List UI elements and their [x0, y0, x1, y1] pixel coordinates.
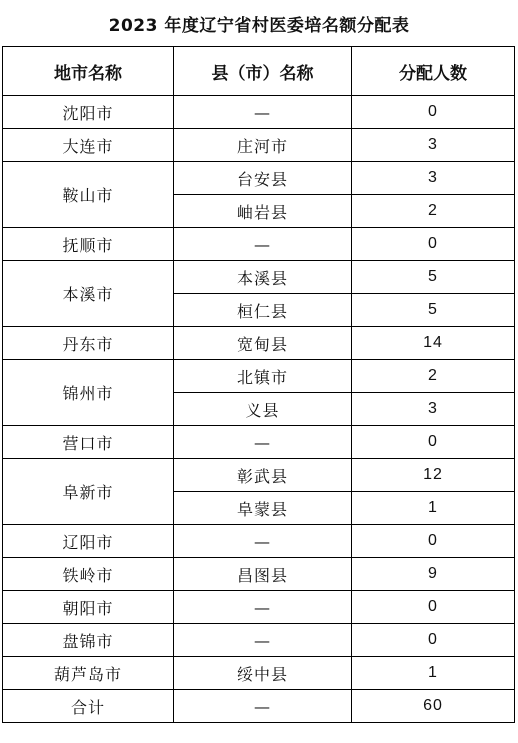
- table-row: [3, 327, 515, 360]
- table-row: [3, 261, 515, 294]
- table-row: [3, 624, 515, 657]
- county-cell: 庄河市: [174, 129, 352, 162]
- county-cell: 义县: [174, 393, 352, 426]
- county-cell: —: [174, 228, 352, 261]
- county-cell: —: [174, 525, 352, 558]
- count-cell: 3: [352, 162, 515, 195]
- count-cell: 1: [352, 657, 515, 690]
- document-title: 2023 年度辽宁省村医委培名额分配表: [108, 15, 410, 36]
- header-count: 分配人数: [352, 47, 515, 96]
- city-cell: 本溪市: [3, 261, 174, 327]
- city-cell: 抚顺市: [3, 228, 174, 261]
- county-cell: 北镇市: [174, 360, 352, 393]
- table-row: [3, 129, 515, 162]
- county-cell: —: [174, 96, 352, 129]
- count-cell: 2: [352, 195, 515, 228]
- total-county-cell: —: [174, 690, 352, 723]
- table-row: [3, 228, 515, 261]
- count-cell: 0: [352, 525, 515, 558]
- count-cell: 0: [352, 624, 515, 657]
- table-header-row: [3, 47, 515, 96]
- table-row: [3, 591, 515, 624]
- count-cell: 0: [352, 228, 515, 261]
- count-cell: 1: [352, 492, 515, 525]
- table-row: [3, 657, 515, 690]
- total-label: 合计: [3, 690, 174, 723]
- county-cell: 岫岩县: [174, 195, 352, 228]
- count-cell: 0: [352, 591, 515, 624]
- county-cell: —: [174, 591, 352, 624]
- table-row: [3, 459, 515, 492]
- city-cell: 铁岭市: [3, 558, 174, 591]
- county-cell: 昌图县: [174, 558, 352, 591]
- county-cell: 桓仁县: [174, 294, 352, 327]
- count-cell: 14: [352, 327, 515, 360]
- count-cell: 3: [352, 393, 515, 426]
- header-county: 县（市）名称: [174, 47, 352, 96]
- table-row: [3, 558, 515, 591]
- county-cell: 台安县: [174, 162, 352, 195]
- count-cell: 9: [352, 558, 515, 591]
- count-cell: 0: [352, 96, 515, 129]
- count-cell: 0: [352, 426, 515, 459]
- allocation-table: [2, 46, 515, 723]
- count-cell: 12: [352, 459, 515, 492]
- county-cell: 本溪县: [174, 261, 352, 294]
- table-row: [3, 525, 515, 558]
- city-cell: 丹东市: [3, 327, 174, 360]
- header-city: 地市名称: [3, 47, 174, 96]
- county-cell: —: [174, 426, 352, 459]
- city-cell: 葫芦岛市: [3, 657, 174, 690]
- city-cell: 大连市: [3, 129, 174, 162]
- table-row: [3, 162, 515, 195]
- total-row: [3, 690, 515, 723]
- county-cell: 宽甸县: [174, 327, 352, 360]
- count-cell: 3: [352, 129, 515, 162]
- city-cell: 沈阳市: [3, 96, 174, 129]
- table-row: [3, 96, 515, 129]
- count-cell: 5: [352, 294, 515, 327]
- city-cell: 辽阳市: [3, 525, 174, 558]
- city-cell: 朝阳市: [3, 591, 174, 624]
- count-cell: 5: [352, 261, 515, 294]
- city-cell: 营口市: [3, 426, 174, 459]
- total-count: 60: [352, 690, 515, 723]
- city-cell: 鞍山市: [3, 162, 174, 228]
- table-row: [3, 360, 515, 393]
- county-cell: 彰武县: [174, 459, 352, 492]
- city-cell: 盘锦市: [3, 624, 174, 657]
- city-cell: 阜新市: [3, 459, 174, 525]
- table-row: [3, 426, 515, 459]
- county-cell: —: [174, 624, 352, 657]
- city-cell: 锦州市: [3, 360, 174, 426]
- county-cell: 阜蒙县: [174, 492, 352, 525]
- county-cell: 绥中县: [174, 657, 352, 690]
- count-cell: 2: [352, 360, 515, 393]
